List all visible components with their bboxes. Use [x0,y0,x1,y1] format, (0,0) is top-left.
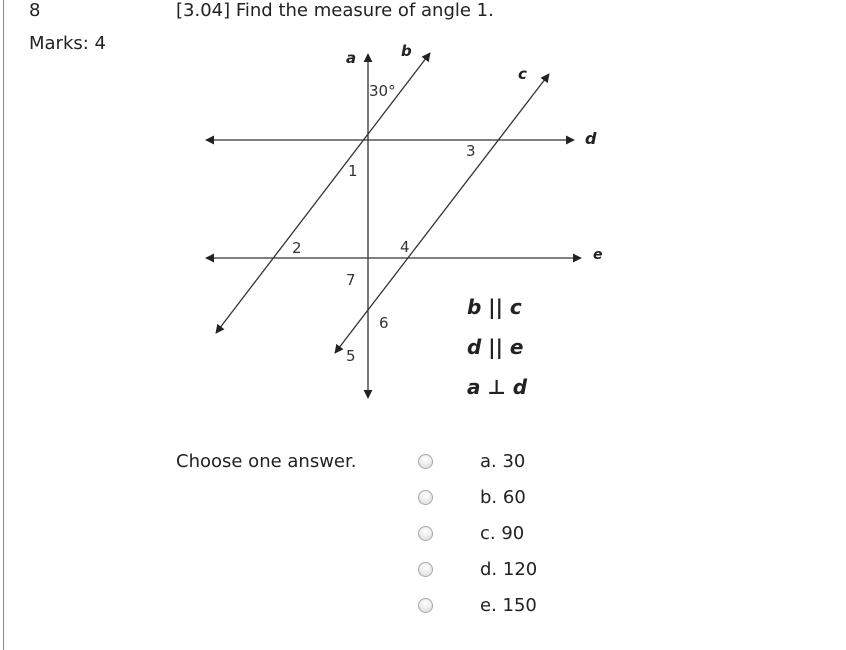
angle-label-2: 2 [292,239,302,257]
angle-label-1: 1 [348,162,358,180]
answer-option-a[interactable] [418,449,618,473]
radio-button-c[interactable] [418,526,433,541]
radio-button-e[interactable] [418,598,433,613]
line-label-b: b [401,42,412,60]
radio-button-d[interactable] [418,562,433,577]
line-label-a: a [346,49,357,67]
given-b-parallel-c: b || c [467,295,522,319]
angle-label-6: 6 [379,314,389,332]
given-a-perp-d: a ⊥ d [467,375,528,399]
answer-label-a[interactable]: a. 30 [480,450,526,472]
line-label-c: c [518,65,527,83]
question-number: 8 [29,0,41,21]
answer-option-b[interactable] [418,485,618,509]
answer-option-e[interactable] [418,593,618,617]
line-label-d: d [585,129,597,148]
geometry-figure [190,38,630,408]
radio-button-b[interactable] [418,490,433,505]
line-label-e: e [593,247,603,263]
angle-label-30: 30° [369,82,396,100]
choose-one-prompt: Choose one answer. [176,451,357,472]
line-b [216,53,430,333]
page-left-border [3,0,4,650]
radio-button-a[interactable] [418,454,433,469]
answer-label-c[interactable]: c. 90 [480,522,525,544]
angle-label-5: 5 [346,347,356,365]
answer-label-d[interactable]: d. 120 [480,558,538,580]
answer-label-e[interactable]: e. 150 [480,594,537,616]
angle-label-4: 4 [400,238,410,256]
given-d-parallel-e: d || e [467,335,524,359]
question-text: [3.04] Find the measure of angle 1. [176,0,494,21]
question-marks: Marks: 4 [29,33,107,54]
answer-option-d[interactable] [418,557,618,581]
angle-label-7: 7 [346,271,356,289]
answer-label-b[interactable]: b. 60 [480,486,526,508]
answer-option-c[interactable] [418,521,618,545]
angle-label-3: 3 [466,142,476,160]
